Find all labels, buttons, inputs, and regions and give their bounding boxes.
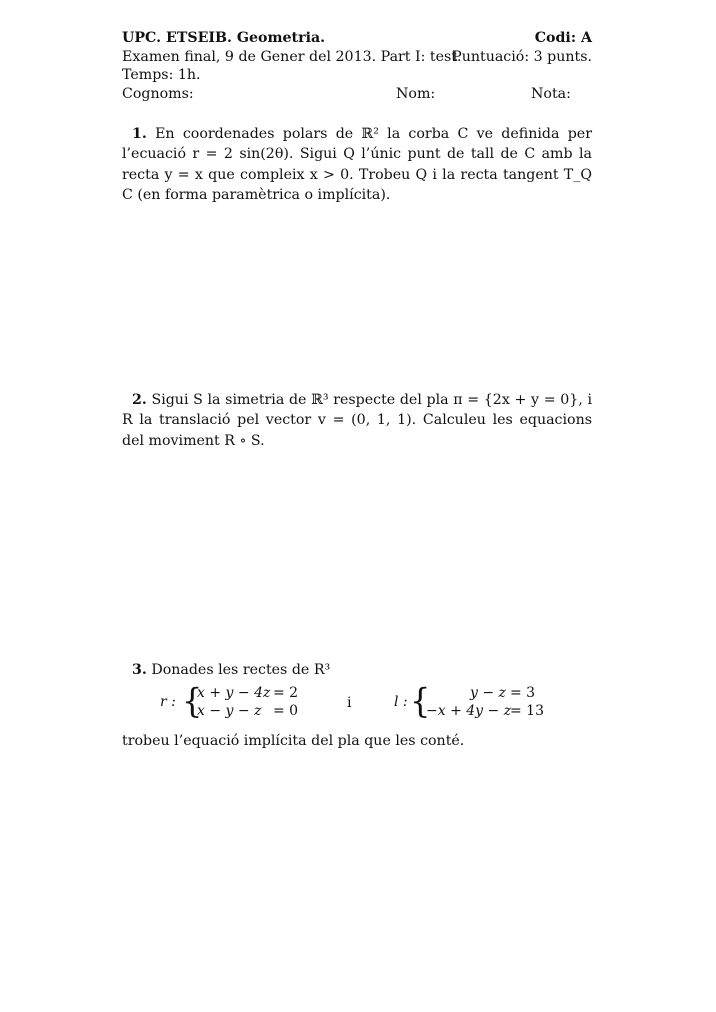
name-label: Nom:	[396, 86, 436, 102]
line-r-eq1-lhs: x + y − 4z	[197, 685, 271, 701]
line-r-eq1-rhs: = 2	[273, 685, 299, 701]
problem-1-text: En coordenades polars de ℝ² la corba C ve definida per l’ecuació r = 2 sin(2θ). Sigui Q l’únic punt de tall de C amb la recta y = x que compleix x > 0. Trobeu Q i la recta tangent T_Q C (en forma paramètrica o implícita).	[122, 126, 592, 203]
problem-3-text: Donades les rectes de R³	[151, 662, 331, 678]
problem-1	[122, 124, 592, 205]
line-r-label: r :	[160, 694, 176, 710]
surname-label: Cognoms:	[122, 86, 194, 102]
grade-label: Nota:	[531, 86, 571, 102]
line-r-eq2-lhs: x − y − z	[197, 703, 262, 719]
exam-subtitle: Examen final, 9 de Gener del 2013. Part I: test.	[122, 49, 462, 65]
exam-points: Puntuació: 3 punts.	[452, 49, 592, 65]
line-r-brace: {	[182, 681, 203, 721]
exam-time: Temps: 1h.	[122, 67, 201, 83]
line-l-eq1-rhs: = 3	[510, 685, 536, 701]
problem-2-text: Sigui S la simetria de ℝ³ respecte del pla π = {2x + y = 0}, i R la translació pel vector v = (0, 1, 1). Calculeu les equacions del moviment R ∘ S.	[122, 392, 592, 449]
problem-2-number: 2.	[132, 392, 147, 408]
exam-code: Codi: A	[534, 30, 592, 46]
line-r-system	[160, 683, 320, 723]
problem-3-question: trobeu l’equació implícita del pla que les conté.	[122, 733, 465, 749]
line-l-brace: {	[410, 681, 431, 721]
problem-2	[122, 390, 592, 451]
line-l-label: l :	[394, 694, 408, 710]
conjunction: i	[347, 695, 352, 711]
course-title: UPC. ETSEIB. Geometria.	[122, 30, 326, 46]
problem-1-number: 1.	[132, 126, 147, 142]
problem-3-number: 3.	[132, 662, 147, 678]
line-l-system	[394, 683, 554, 723]
problem-3-intro	[132, 660, 330, 680]
line-r-eq2-rhs: = 0	[273, 703, 299, 719]
line-l-eq2-lhs: −x + 4y − z	[426, 703, 512, 719]
line-l-eq2-rhs: = 13	[510, 703, 544, 719]
line-l-eq1-lhs: y − z	[470, 685, 506, 701]
